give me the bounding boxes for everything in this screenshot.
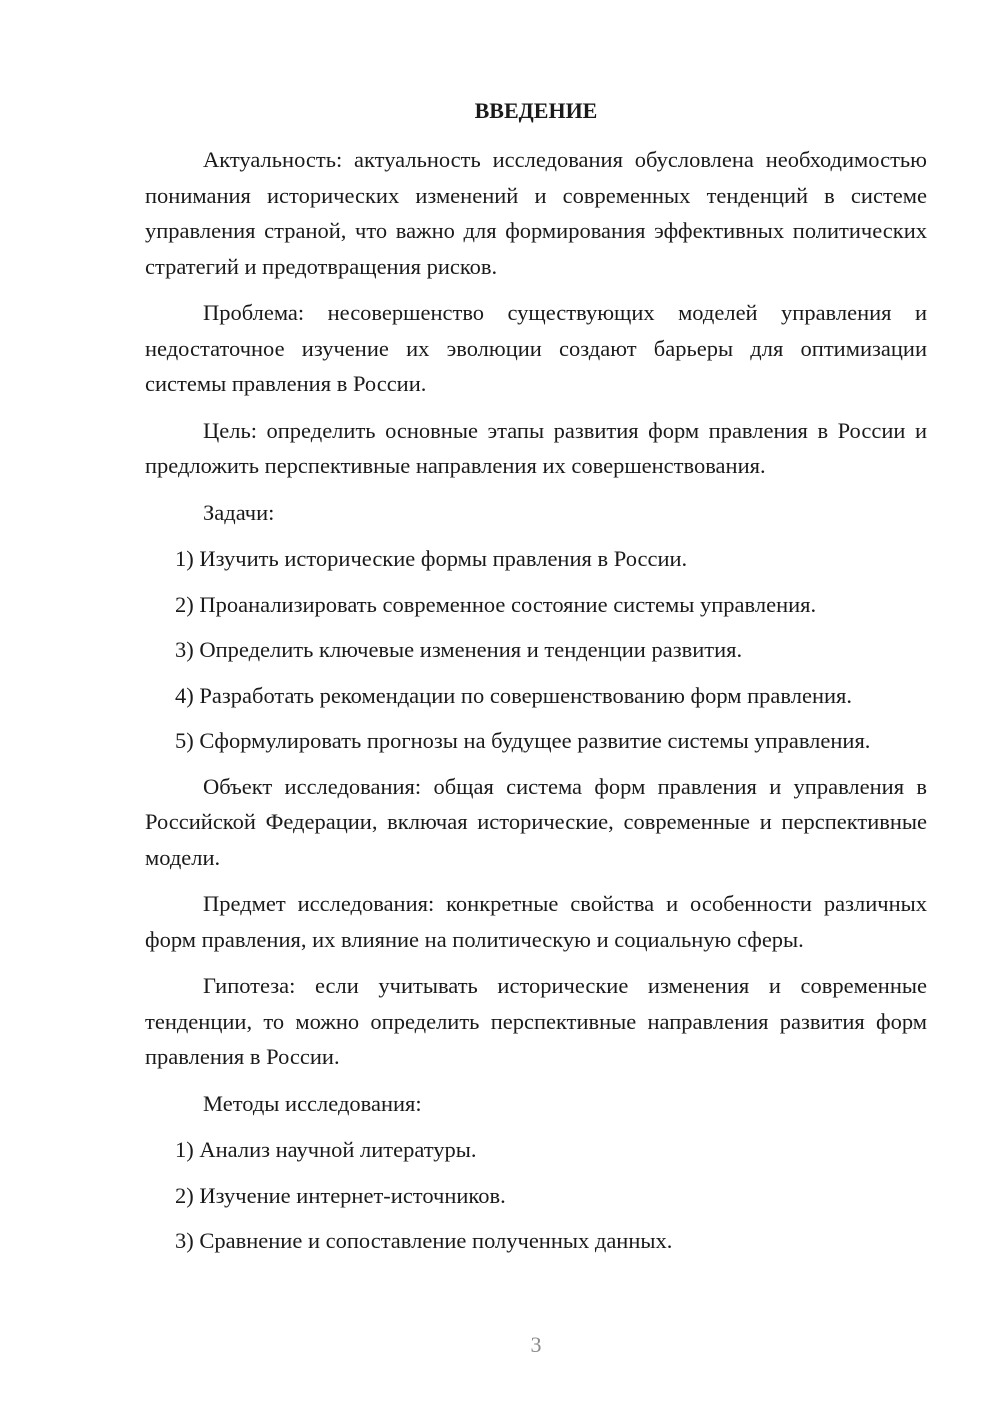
goal-paragraph: Цель: определить основные этапы развития форм правления в России и предложить перспективные направления их совершенствования.: [145, 417, 927, 478]
method-item: 3) Сравнение и сопоставление полученных данных.: [175, 1228, 673, 1253]
object-paragraph: Объект исследования: общая система форм правления и управления в Российской Федерации, включая исторические, современные и перспективные модели.: [145, 773, 927, 870]
task-item: 3) Определить ключевые изменения и тенденции развития.: [175, 637, 743, 662]
page-number: 3: [530, 1332, 542, 1357]
document-body: [145, 142, 927, 1269]
task-item: 1) Изучить исторические формы правления в России.: [175, 546, 688, 571]
methods-label: Методы исследования:: [203, 1090, 422, 1116]
section-heading: ВВЕДЕНИЕ: [474, 98, 598, 123]
task-item: 2) Проанализировать современное состояние системы управления.: [175, 591, 817, 617]
tasks-label: Задачи:: [203, 499, 275, 525]
method-item: 2) Изучение интернет-источников.: [175, 1182, 506, 1208]
relevance-paragraph: Актуальность: актуальность исследования обусловлена необходимостью понимания исторических изменений и современных тенденций в системе управления страной, что важно для формирования эффективных политических стратегий и предотвращения рисков.: [145, 147, 927, 279]
method-item: 1) Анализ научной литературы.: [175, 1137, 477, 1162]
task-item: 4) Разработать рекомендации по совершенствованию форм правления.: [175, 682, 852, 708]
hypothesis-paragraph: Гипотеза: если учитывать исторические изменения и современные тенденции, то можно определить перспективные направления развития форм правления в России.: [145, 973, 927, 1069]
problem-paragraph: Проблема: несовершенство существующих моделей управления и недостаточное изучение их эволюции создают барьеры для оптимизации системы правления в России.: [145, 300, 927, 396]
task-item: 5) Сформулировать прогнозы на будущее развитие системы управления.: [175, 728, 871, 753]
subject-paragraph: Предмет исследования: конкретные свойства и особенности различных форм правления, их влияние на политическую и социальную сферы.: [145, 891, 927, 952]
